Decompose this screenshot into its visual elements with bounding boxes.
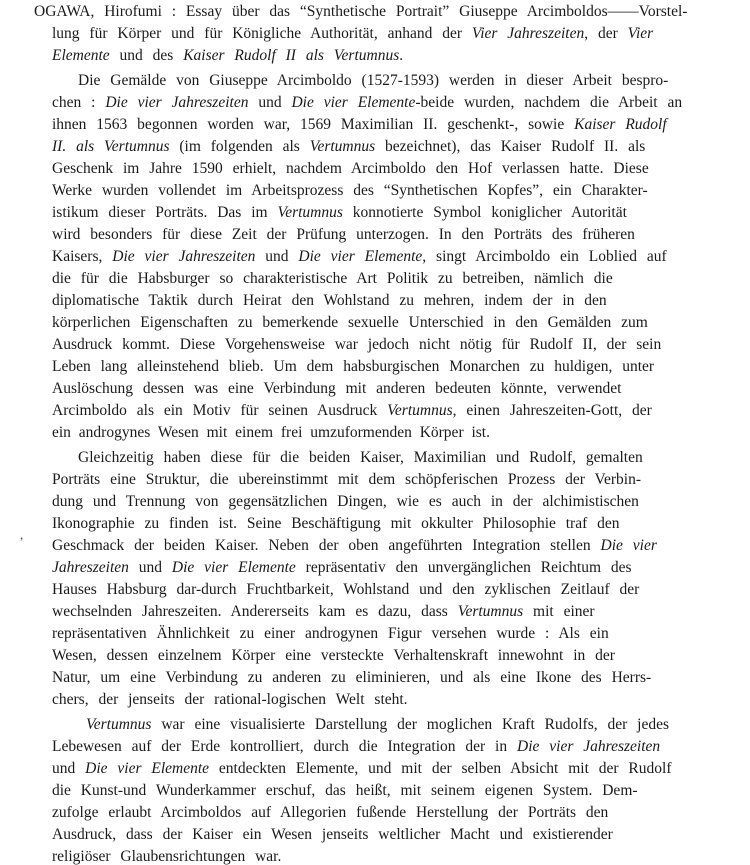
text-run: und (128, 559, 172, 576)
body-line (52, 403, 652, 419)
text-run: dung und Trennung von gegensätzlichen Dingen, wie es auch in der alchimistischen (52, 493, 639, 510)
body-line (52, 95, 682, 111)
body-line (52, 626, 609, 642)
text-run: Hauses Habsburg dar-durch Fruchtbarkeit, Wohlstand und den zyklischen Zeitlauf der (52, 581, 640, 598)
body-line (52, 293, 607, 309)
text-run: istikum dieser Porträts. Das im (52, 204, 278, 221)
text-run: (im folgenden als (169, 138, 310, 155)
text-run: Wesen, dessen einzelnem Körper eine versteckte Verhaltenskraft innewohnt in der (52, 647, 615, 664)
body-line (52, 271, 613, 287)
italic-title-text: Die vier Elemente (171, 559, 296, 576)
text-run: und (255, 248, 299, 265)
text-run: lung für Körper und für Königliche Authorität, anhand der (52, 25, 472, 42)
text-run: und des (109, 47, 184, 64)
body-line (52, 139, 645, 155)
text-run: repräsentativen Ähnlichkeit zu einer androgynen Figur versehen wurde : Als ein (52, 625, 609, 642)
text-run: bezeichnet), das Kaiser Rudolf II. als (375, 138, 646, 155)
text-run: Ausdruck, dass der Kaiser ein Wesen jenseits weltlicher Macht und existierender (52, 826, 613, 843)
body-line (52, 648, 615, 664)
body-line (78, 450, 643, 466)
italic-title-text: II. als Vertumnus (52, 138, 170, 155)
body-line (52, 761, 672, 777)
text-run: -beide wurden, nachdem die Arbeit an (415, 94, 683, 111)
body-line (52, 425, 490, 441)
body-line (52, 117, 667, 133)
body-line (52, 249, 667, 265)
body-line (52, 538, 657, 554)
text-run: körperlichen Eigenschaften zu bemerkende sexuelle Unterschied in den Gemälden zum (52, 314, 648, 331)
body-line (52, 670, 651, 686)
body-line (52, 739, 660, 755)
body-line (52, 827, 613, 843)
text-run: war eine visualisierte Darstellung der moglichen Kraft Rudolfs, der jedes (151, 716, 669, 733)
body-line (52, 494, 639, 510)
text-run: . (399, 47, 404, 64)
text-run: Kaisers, (52, 248, 113, 265)
text-run: die Kunst-und Wunderkammer erschuf, das heißt, mit seinem eigenen System. Dem- (52, 782, 638, 799)
title-line (52, 48, 403, 64)
title-line (34, 4, 687, 20)
text-run: Auslöschung dessen was eine Verbindung mit anderen bedeuten könnte, verwendet (52, 380, 622, 397)
text-run: konnotierte Symbol koniglicher Autorität (342, 204, 627, 221)
italic-title-text: Die vier Jahreszeiten (112, 248, 256, 265)
body-line (52, 161, 649, 177)
italic-title-text: Die vier Elemente (291, 94, 416, 111)
text-run: Geschmack der beiden Kaiser. Neben der oben angeführten Integration stellen (52, 537, 601, 554)
body-line (52, 205, 627, 221)
text-run: zufolge erlaubt Arcimboldos auf Allegorien fußende Herstellung der Porträts den (52, 804, 609, 821)
text-run: OGAWA, Hirofumi : Essay über das “Synthetische Portrait” Giuseppe Arcimboldos——Vorstel- (34, 3, 688, 20)
body-line (52, 315, 648, 331)
text-run: wird besonders für diese Zeit der Prüfung unterzogen. In den Porträts des früheren (52, 226, 635, 243)
body-line (52, 805, 608, 821)
body-line (52, 783, 638, 799)
text-run: Werke wurden vollendet im Arbeitsprozess des “Synthetischen Kopfes”, ein Charakter- (52, 182, 648, 199)
text-run: , singt Arcimboldo ein Loblied auf (422, 248, 667, 265)
text-run: diplomatische Taktik durch Heirat den Wohlstand zu mehren, indem der in den (52, 292, 607, 309)
italic-title-text: Kaiser Rudolf II als Vertumnus (183, 47, 400, 64)
text-run: chers, der jenseits der rational-logischen Welt steht. (52, 691, 408, 708)
text-run: Leben lang alleinstehend blieb. Um dem habsburgischen Monarchen zu huldigen, unter (52, 358, 655, 375)
italic-title-text: Elemente (52, 47, 110, 64)
italic-title-text: Die vier Elemente (298, 248, 423, 265)
text-run: repräsentativ den unvergänglichen Reichtum des (295, 559, 632, 576)
italic-title-text: Die vier (600, 537, 657, 554)
italic-title-text: Vertumnus (86, 716, 152, 733)
text-run: , der (584, 25, 628, 42)
title-line (52, 26, 653, 42)
body-line (52, 604, 595, 620)
text-run: Die Gemälde von Giuseppe Arcimboldo (1527-1593) werden in dieser Arbeit bespro- (78, 72, 669, 89)
italic-title-text: Vertumnus (387, 402, 453, 419)
body-line (52, 516, 620, 532)
body-line (52, 381, 621, 397)
text-run: chen : (52, 94, 106, 111)
text-run: Gleichzeitig haben diese für die beiden Kaiser, Maximilian und Rudolf, gemalten (78, 449, 643, 466)
text-run: , einen Jahreszeiten-Gott, der (452, 402, 652, 419)
text-run: religiöser Glaubensrichtungen war. (52, 848, 282, 865)
body-line (52, 692, 408, 708)
italic-title-text: Die vier Jahreszeiten (105, 94, 249, 111)
margin-mark: , (20, 527, 24, 542)
italic-title-text: Vertumnus (309, 138, 376, 155)
italic-title-text: Vier Jahreszeiten (471, 25, 585, 42)
italic-title-text: Die vier Elemente (85, 760, 210, 777)
italic-title-text: Jahreszeiten (52, 559, 129, 576)
body-line (52, 560, 632, 576)
text-run: Ausdruck kommt. Diese Vorgehensweise war jedoch nicht nötig für Rudolf II, der sein (52, 336, 662, 353)
body-line (52, 472, 641, 488)
text-run: die für die Habsburger so charakteristische Art Politik zu betreiben, nämlich die (52, 270, 613, 287)
italic-title-text: Kaiser Rudolf (574, 116, 667, 133)
italic-title-text: Die vier Jahreszeiten (517, 738, 661, 755)
text-run: entdeckten Elemente, und mit der selben Absicht mit der Rudolf (209, 760, 672, 777)
text-run: Lebewesen auf der Erde kontrolliert, durch die Integration der in (52, 738, 517, 755)
italic-title-text: Vertumnus (277, 204, 343, 221)
text-run: ein androgynes Wesen mit einem frei umzuformenden Körper ist. (52, 424, 490, 441)
body-line (52, 337, 661, 353)
text-run: Porträts eine Struktur, die ubereinstimmt mit dem schöpferischen Prozess der Verbin- (52, 471, 641, 488)
body-line (52, 183, 648, 199)
body-line (86, 717, 669, 733)
text-run: und (248, 94, 292, 111)
italic-title-text: Vier (627, 25, 654, 42)
text-run: Ikonographie zu finden ist. Seine Beschäftigung mit okkulter Philosophie traf den (52, 515, 620, 532)
body-line (52, 227, 635, 243)
text-run: Natur, um eine Verbindung zu anderen zu eliminieren, und als eine Ikone des Herrs- (52, 669, 652, 686)
text-run: wechselnden Jahreszeiten. Andererseits kam es dazu, dass (52, 603, 458, 620)
body-line (52, 359, 654, 375)
body-line (78, 73, 668, 89)
text-run: mit einer (523, 603, 595, 620)
text-run: und (52, 760, 86, 777)
italic-title-text: Vertumnus (457, 603, 524, 620)
body-line (52, 582, 639, 598)
text-run: Arcimboldo als ein Motiv für seinen Ausdruck (52, 402, 388, 419)
text-run: Geschenk im Jahre 1590 erhielt, nachdem Arcimboldo den Hof verlassen hatte. Diese (52, 160, 649, 177)
text-run: ihnen 1563 begonnen worden war, 1569 Maximilian II. geschenkt-, sowie (52, 116, 575, 133)
